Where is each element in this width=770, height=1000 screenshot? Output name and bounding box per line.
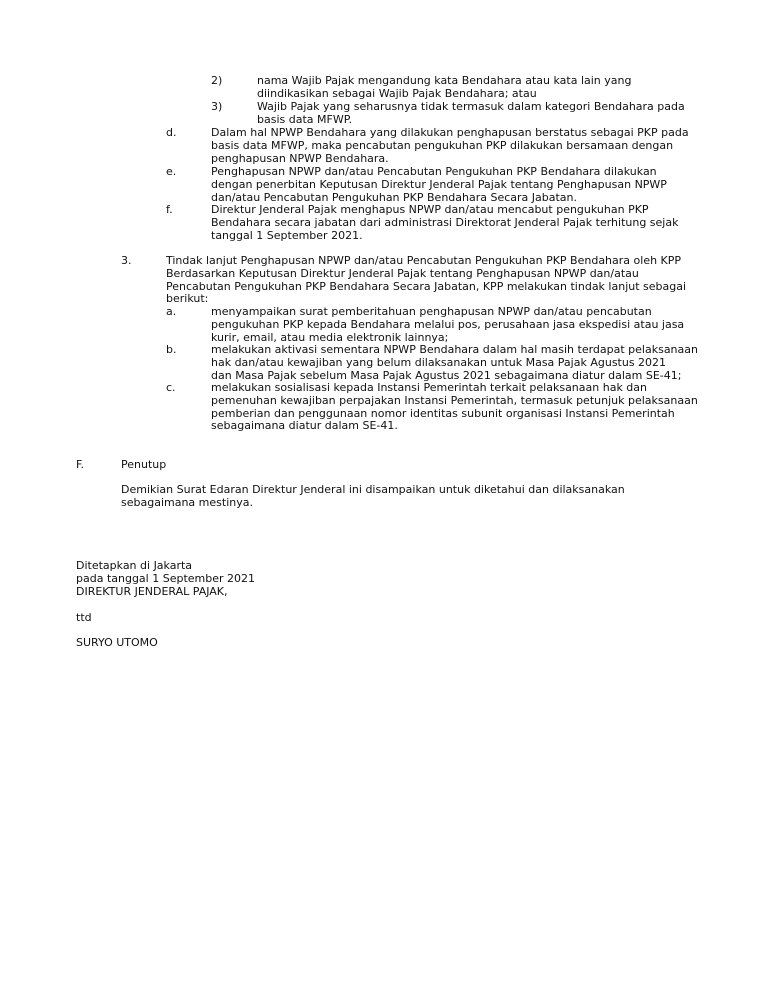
text-line: Ditetapkan di Jakarta: [76, 559, 193, 572]
text-line: Dalam hal NPWP Bendahara yang dilakukan penghapusan berstatus sebagai PKP pada: [211, 126, 689, 139]
text-line: Wajib Pajak yang seharusnya tidak termasuk dalam kategori Bendahara pada: [257, 100, 685, 113]
list-marker: c.: [166, 381, 176, 394]
signatory-name: SURYO UTOMO: [76, 636, 158, 649]
text-line: menyampaikan surat pemberitahuan penghapusan NPWP dan/atau pencabutan: [211, 305, 652, 318]
list-marker: 2): [211, 74, 223, 87]
text-line: Penghapusan NPWP dan/atau Pencabutan Pengukuhan PKP Bendahara dilakukan: [211, 165, 657, 178]
text-line: Berdasarkan Keputusan Direktur Jenderal Pajak tentang Penghapusan NPWP dan/atau: [166, 266, 639, 280]
list-item-text: [211, 204, 678, 242]
text-line: sebagaimana diatur dalam SE-41.: [211, 419, 398, 433]
list-item-text: [211, 127, 689, 165]
text-line: diindikasikan sebagai Wajib Pajak Bendahara; atau: [257, 86, 537, 100]
closing-paragraph: [121, 484, 625, 510]
text-line: basis data MFWP, maka pencabutan pengukuhan PKP dilakukan bersamaan dengan: [211, 138, 674, 152]
text-line: pengukuhan PKP kepada Bendahara melalui pos, perusahaan jasa ekspedisi atau jasa: [211, 317, 685, 331]
text-line: kurir, email, atau media elektronik lainnya;: [211, 330, 449, 344]
list-item-text: [166, 255, 686, 306]
text-line: dan/atau Pencabutan Pengukuhan PKP Bendahara Secara Jabatan.: [211, 190, 578, 204]
text-line: nama Wajib Pajak mengandung kata Bendahara atau kata lain yang: [257, 74, 632, 87]
text-line: Pencabutan Pengukuhan PKP Bendahara Secara Jabatan, KPP melakukan tindak lanjut sebagai: [166, 279, 687, 293]
list-item-text: [257, 75, 631, 101]
list-marker: a.: [166, 305, 177, 318]
text-line: sebagaimana mestinya.: [121, 495, 253, 509]
text-line: Tindak lanjut Penghapusan NPWP dan/atau Pencabutan Pengukuhan PKP Bendahara oleh KPP: [166, 254, 682, 267]
text-line: tanggal 1 September 2021.: [211, 228, 363, 242]
text-line: penghapusan NPWP Bendahara.: [211, 151, 389, 165]
text-line: dan Masa Pajak sebelum Masa Pajak Agustus 2021 sebagaimana diatur dalam SE-41;: [211, 368, 682, 382]
text-line: DIREKTUR JENDERAL PAJAK,: [76, 584, 228, 598]
list-item-text: [211, 344, 698, 382]
text-line: pemenuhan kewajiban perpajakan Instansi Pemerintah, termasuk petunjuk pelaksanaan: [211, 393, 698, 407]
list-marker: 3.: [121, 254, 132, 267]
section-marker: F.: [76, 458, 85, 471]
list-marker: b.: [166, 343, 177, 356]
section-title: Penutup: [121, 458, 167, 471]
list-item-text: [211, 306, 684, 344]
text-line: melakukan sosialisasi kepada Instansi Pemerintah terkait pelaksanaan hak dan: [211, 381, 648, 394]
list-item-text: [257, 101, 685, 127]
text-line: Bendahara secara jabatan dari administrasi Direktorat Jenderal Pajak terhitung sejak: [211, 215, 679, 229]
text-line: hak dan/atau kewajiban yang belum dilaksanakan untuk Masa Pajak Agustus 2021: [211, 355, 667, 369]
text-line: pemberian dan penggunaan nomor identitas subunit organisasi Instansi Pemerintah: [211, 406, 675, 420]
text-line: dengan penerbitan Keputusan Direktur Jenderal Pajak tentang Penghapusan NPWP: [211, 177, 667, 191]
text-line: Demikian Surat Edaran Direktur Jenderal ini disampaikan untuk diketahui dan dilaksanakan: [121, 483, 625, 496]
list-marker: d.: [166, 126, 177, 139]
text-line: pada tanggal 1 September 2021: [76, 571, 256, 585]
text-line: melakukan aktivasi sementara NPWP Bendahara dalam hal masih terdapat pelaksanaan: [211, 343, 698, 356]
list-item-text: [211, 382, 698, 433]
signature-ttd: ttd: [76, 611, 92, 624]
list-item-text: [211, 166, 667, 204]
text-line: Direktur Jenderal Pajak menghapus NPWP dan/atau mencabut pengukuhan PKP: [211, 203, 649, 216]
list-marker: 3): [211, 100, 223, 113]
signature-block: [76, 560, 255, 598]
list-marker: e.: [166, 165, 177, 178]
text-line: berikut:: [166, 292, 209, 306]
list-marker: f.: [166, 203, 173, 216]
text-line: basis data MFWP.: [257, 112, 353, 126]
